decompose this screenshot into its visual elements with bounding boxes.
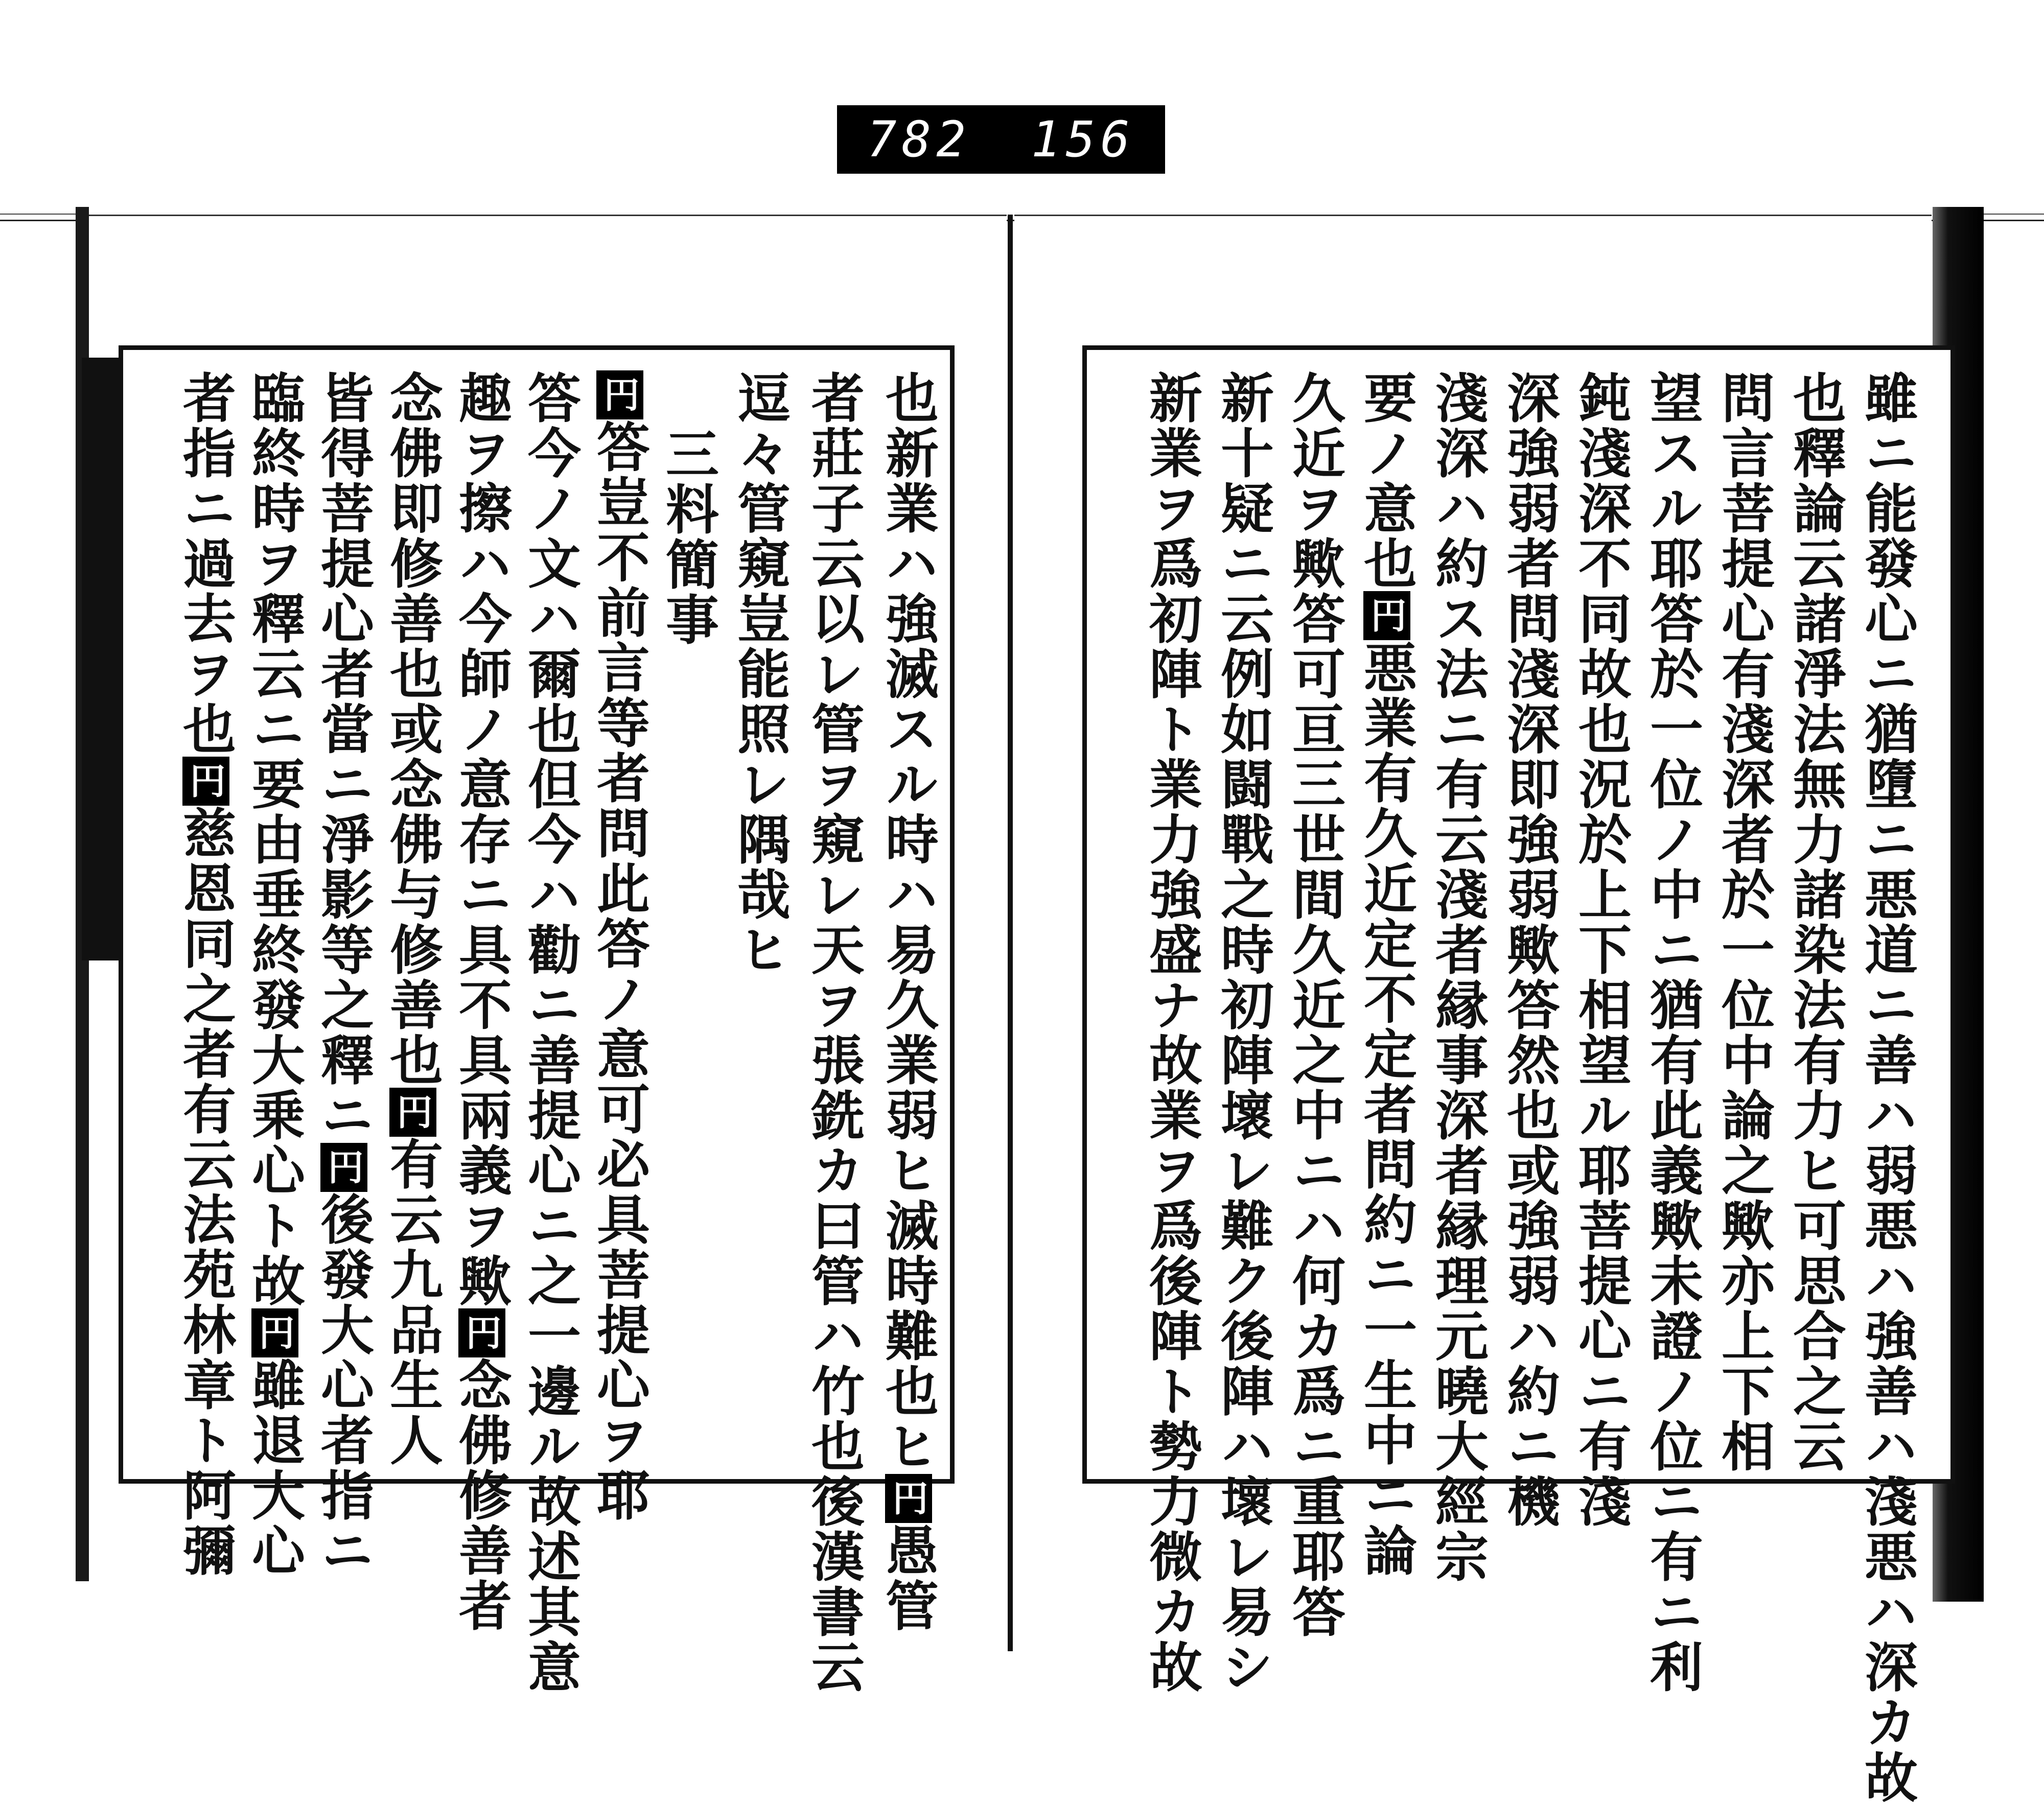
right-col-1: 雖ニ能發心ニ猶墮ニ悪道ニ善ハ弱悪ハ強善ハ淺悪ハ深カ故 <box>1855 370 1918 1805</box>
left-col-1: 也新業ハ強滅スル時ハ易久業弱ヒ滅時難也ヒ円愚管 <box>876 370 939 1633</box>
scan-rule-line-left <box>0 214 87 215</box>
right-col-3: 問言菩提心有淺深者於一位中論之歟亦上下相 <box>1712 370 1775 1474</box>
section-marker: 円 <box>1363 591 1410 640</box>
section-marker: 円 <box>251 1308 298 1357</box>
left-col-10: 臨終時ヲ釋云ニ要由垂終發大乗心ト故円雖退大心 <box>243 370 306 1578</box>
left-col-4: 三料簡事 <box>657 427 719 647</box>
catalog-label-right: 156 <box>1031 111 1135 168</box>
catalog-label <box>837 105 1165 174</box>
section-marker: 円 <box>885 1474 932 1523</box>
section-marker: 円 <box>458 1308 505 1357</box>
section-marker: 円 <box>320 1143 367 1192</box>
left-col-6: 答今ノ文ハ爾也但今ハ勸ニ善提心ニ之一邊ル故述其意 <box>519 370 582 1695</box>
left-col-5: 円答豈不前言等者問此答ノ意可必具菩提心ヲ耶 <box>586 370 652 1523</box>
right-col-2: 也釋論云諸淨法無力諸染法有力ヒ可思合之云 <box>1784 370 1847 1474</box>
right-col-10: 新十疑ニ云例如闘戰之時初陣壞レ難ク後陣ハ壞レ易シ <box>1212 370 1274 1695</box>
right-page-text-frame <box>1082 345 1955 1805</box>
left-col-2: 者莊子云以レ管ヲ窺レ天ヲ張銑カ曰管ハ竹也後漢書云 <box>802 370 865 1695</box>
right-col-6: 深強弱者問淺深即強弱歟答然也或強弱ハ約ニ機 <box>1498 370 1561 1529</box>
book-spine <box>1008 215 1013 1651</box>
section-marker: 円 <box>596 370 643 419</box>
right-col-11: 新業ヲ爲初陣ト業力強盛ナ故業ヲ爲後陣ト勢力微カ故 <box>1140 370 1203 1695</box>
section-marker: 円 <box>389 1088 436 1137</box>
right-col-8: 要ノ意也円悪業有久近定不定者問約ニ一生中ニ論 <box>1355 370 1418 1578</box>
catalog-label-left: 782 <box>867 111 971 168</box>
left-page-text-frame <box>119 345 955 1695</box>
right-col-9: 久近ヲ歟答可亘三世間久近之中ニハ何カ爲ニ重耶答 <box>1283 370 1346 1639</box>
right-col-4: 望スル耶答於一位ノ中ニ猶有此義歟未證ノ位ニ有ニ利 <box>1641 370 1704 1695</box>
right-col-7: 淺深ハ約ス法ニ有云淺者縁事深者縁理元曉大經宗 <box>1426 370 1489 1584</box>
left-col-9: 皆得菩提心者當ニ淨影等之釋ニ円後發大心者指ニ <box>312 370 375 1578</box>
right-col-5: 鈍淺深不同故也況於上下相望ル耶菩提心ニ有淺 <box>1569 370 1632 1529</box>
left-col-3: 逗々管窺豈能照レ隅哉ヒ <box>728 370 791 977</box>
left-col-7: 趣ヲ擦ハ今師ノ意存ニ具不具兩義ヲ歟円念佛修善者 <box>450 370 513 1633</box>
left-col-8: 念佛即修善也或念佛与修善也円有云九品生人 <box>381 370 444 1468</box>
section-marker: 円 <box>182 757 229 806</box>
left-col-11: 者指ニ過去ヲ也円慈恩同之者有云法苑林章ト阿彌 <box>174 370 237 1578</box>
